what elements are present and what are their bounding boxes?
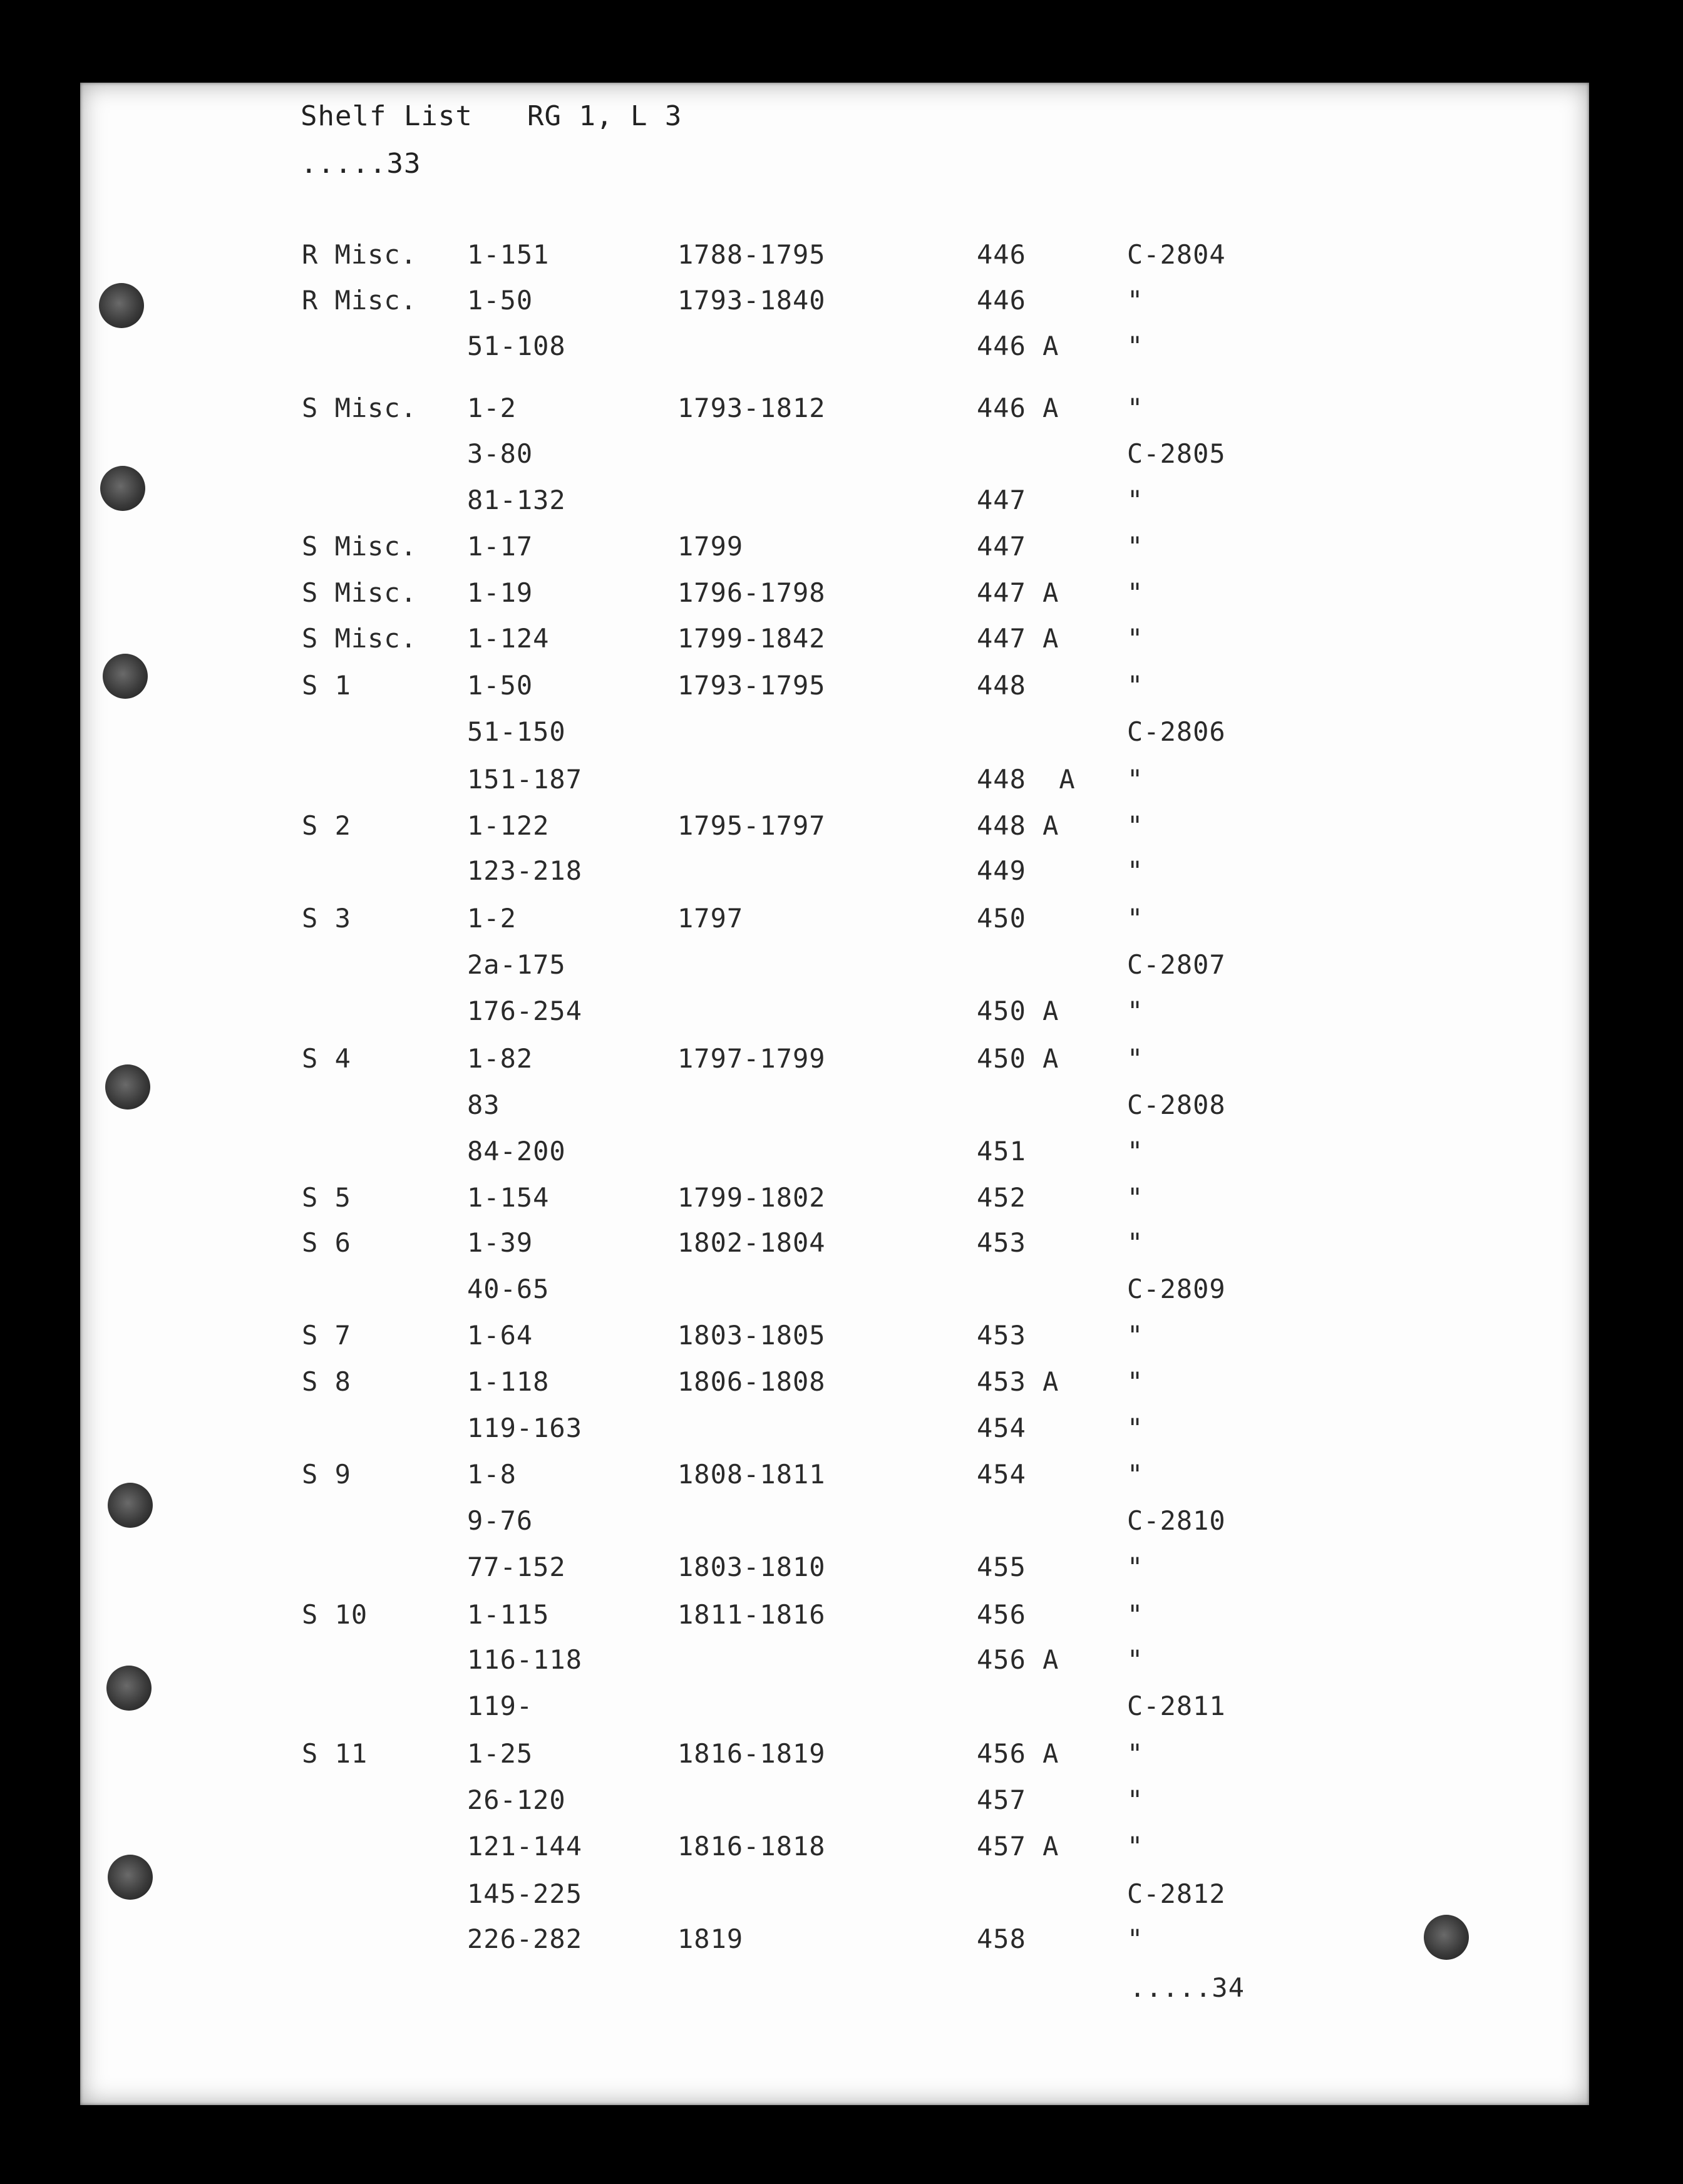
box-cell: 453 A	[977, 1366, 1059, 1397]
box-cell: 449	[977, 855, 1026, 886]
document-page	[80, 83, 1589, 2105]
box-cell: 456 A	[977, 1644, 1059, 1675]
punch-hole	[1424, 1915, 1469, 1960]
reel-cell: C-2808	[1127, 1089, 1226, 1120]
box-cell: 448 A	[977, 810, 1059, 841]
box-cell: 451	[977, 1136, 1026, 1167]
range-cell: 2a-175	[467, 949, 566, 980]
reel-cell: "	[1127, 1924, 1144, 1954]
dates-cell: 1816-1818	[677, 1831, 826, 1862]
box-cell: 454	[977, 1459, 1026, 1490]
range-cell: 1-25	[467, 1738, 533, 1769]
series-cell: S 9	[302, 1459, 351, 1490]
punch-hole	[100, 466, 145, 511]
dates-cell: 1793-1840	[677, 285, 826, 316]
reel-cell: "	[1127, 1227, 1144, 1258]
box-cell: 453	[977, 1320, 1026, 1351]
series-cell: R Misc.	[302, 239, 418, 270]
range-cell: 77-152	[467, 1552, 566, 1582]
reel-cell: C-2805	[1127, 438, 1226, 469]
box-cell: 447 A	[977, 623, 1059, 654]
reel-cell: C-2809	[1127, 1274, 1226, 1304]
series-cell: S 10	[302, 1599, 368, 1630]
box-cell: 455	[977, 1552, 1026, 1582]
dates-cell: 1799-1842	[677, 623, 826, 654]
dates-cell: 1806-1808	[677, 1366, 826, 1397]
range-cell: 26-120	[467, 1785, 566, 1815]
range-cell: 1-124	[467, 623, 550, 654]
dates-cell: 1803-1805	[677, 1320, 826, 1351]
series-cell: S 11	[302, 1738, 368, 1769]
dates-cell: 1797-1799	[677, 1043, 826, 1074]
reel-cell: "	[1127, 485, 1144, 515]
box-cell: 447	[977, 485, 1026, 515]
range-cell: 3-80	[467, 438, 533, 469]
reel-cell: "	[1127, 331, 1144, 361]
punch-hole	[99, 283, 144, 328]
box-cell: 457	[977, 1785, 1026, 1815]
reel-cell: "	[1127, 393, 1144, 423]
record-group-label: RG 1, L 3	[527, 100, 682, 132]
box-cell: 448	[977, 670, 1026, 701]
punch-hole	[108, 1483, 153, 1528]
punch-hole	[106, 1666, 152, 1711]
series-cell: S 7	[302, 1320, 351, 1351]
range-cell: 81-132	[467, 485, 566, 515]
reel-cell: "	[1127, 1320, 1144, 1351]
box-cell: 446	[977, 239, 1026, 270]
reel-cell: "	[1127, 1738, 1144, 1769]
reel-cell: "	[1127, 1644, 1144, 1675]
box-cell: 454	[977, 1413, 1026, 1443]
range-cell: 84-200	[467, 1136, 566, 1167]
reel-cell: "	[1127, 764, 1144, 795]
box-cell: 456	[977, 1599, 1026, 1630]
range-cell: 9-76	[467, 1505, 533, 1536]
dates-cell: 1819	[677, 1924, 744, 1954]
series-cell: S 6	[302, 1227, 351, 1258]
reel-cell: "	[1127, 1552, 1144, 1582]
range-cell: 1-122	[467, 810, 550, 841]
punch-hole	[105, 1064, 150, 1110]
box-cell: 450 A	[977, 1043, 1059, 1074]
reel-cell: "	[1127, 285, 1144, 316]
reel-cell: "	[1127, 1413, 1144, 1443]
reel-cell: "	[1127, 1043, 1144, 1074]
reel-cell: "	[1127, 577, 1144, 608]
box-cell: 446 A	[977, 393, 1059, 423]
reel-cell: "	[1127, 903, 1144, 934]
reel-cell: "	[1127, 855, 1144, 886]
box-cell: 450 A	[977, 996, 1059, 1026]
reel-cell: C-2811	[1127, 1691, 1226, 1721]
reel-cell: C-2806	[1127, 716, 1226, 747]
reel-cell: "	[1127, 1459, 1144, 1490]
reel-cell: "	[1127, 1366, 1144, 1397]
dates-cell: 1797	[677, 903, 744, 934]
dates-cell: 1793-1795	[677, 670, 826, 701]
reel-cell: "	[1127, 1599, 1144, 1630]
range-cell: 151-187	[467, 764, 583, 795]
series-cell: S Misc.	[302, 577, 418, 608]
range-cell: 1-2	[467, 393, 517, 423]
range-cell: 1-82	[467, 1043, 533, 1074]
dates-cell: 1795-1797	[677, 810, 826, 841]
range-cell: 1-50	[467, 670, 533, 701]
punch-hole	[108, 1855, 153, 1900]
dates-cell: 1793-1812	[677, 393, 826, 423]
box-cell: 450	[977, 903, 1026, 934]
dates-cell: 1802-1804	[677, 1227, 826, 1258]
dates-cell: 1808-1811	[677, 1459, 826, 1490]
dates-cell: 1799-1802	[677, 1182, 826, 1213]
series-cell: S Misc.	[302, 393, 418, 423]
range-cell: 1-151	[467, 239, 550, 270]
box-cell: 456 A	[977, 1738, 1059, 1769]
range-cell: 1-115	[467, 1599, 550, 1630]
reel-cell: "	[1127, 1831, 1144, 1862]
range-cell: 51-108	[467, 331, 566, 361]
range-cell: 1-154	[467, 1182, 550, 1213]
reel-cell: C-2812	[1127, 1878, 1226, 1909]
series-cell: R Misc.	[302, 285, 418, 316]
range-cell: 1-19	[467, 577, 533, 608]
reel-cell: C-2810	[1127, 1505, 1226, 1536]
range-cell: 51-150	[467, 716, 566, 747]
reel-cell: "	[1127, 1785, 1144, 1815]
dates-cell: 1799	[677, 531, 744, 562]
dates-cell: 1788-1795	[677, 239, 826, 270]
punch-hole	[103, 654, 148, 699]
box-cell: 447 A	[977, 577, 1059, 608]
dates-cell: 1796-1798	[677, 577, 826, 608]
series-cell: S 4	[302, 1043, 351, 1074]
reel-cell: "	[1127, 1182, 1144, 1213]
dates-cell: 1816-1819	[677, 1738, 826, 1769]
range-cell: 123-218	[467, 855, 583, 886]
range-cell: 83	[467, 1089, 500, 1120]
reel-cell: "	[1127, 810, 1144, 841]
series-cell: S 3	[302, 903, 351, 934]
box-cell: 448 A	[977, 764, 1076, 795]
reel-cell: C-2804	[1127, 239, 1226, 270]
series-cell: S 8	[302, 1366, 351, 1397]
dates-cell: 1803-1810	[677, 1552, 826, 1582]
box-cell: 452	[977, 1182, 1026, 1213]
reel-cell: "	[1127, 996, 1144, 1026]
range-cell: 40-65	[467, 1274, 550, 1304]
range-cell: 1-39	[467, 1227, 533, 1258]
range-cell: 116-118	[467, 1644, 583, 1675]
series-cell: S 1	[302, 670, 351, 701]
series-cell: S 2	[302, 810, 351, 841]
reel-cell: "	[1127, 670, 1144, 701]
range-cell: 1-64	[467, 1320, 533, 1351]
range-cell: 121-144	[467, 1831, 583, 1862]
box-cell: 446	[977, 285, 1026, 316]
range-cell: 1-118	[467, 1366, 550, 1397]
reel-cell: "	[1127, 1136, 1144, 1167]
range-cell: 119-	[467, 1691, 533, 1721]
range-cell: 176-254	[467, 996, 583, 1026]
reel-cell: "	[1127, 623, 1144, 654]
dates-cell: 1811-1816	[677, 1599, 826, 1630]
range-cell: 1-17	[467, 531, 533, 562]
range-cell: 1-8	[467, 1459, 517, 1490]
box-cell: 447	[977, 531, 1026, 562]
range-cell: 1-50	[467, 285, 533, 316]
page-reference: .....33	[301, 148, 421, 180]
next-page-reference: .....34	[1130, 1972, 1245, 2003]
range-cell: 1-2	[467, 903, 517, 934]
reel-cell: C-2807	[1127, 949, 1226, 980]
box-cell: 457 A	[977, 1831, 1059, 1862]
reel-cell: "	[1127, 531, 1144, 562]
range-cell: 145-225	[467, 1878, 583, 1909]
series-cell: S 5	[302, 1182, 351, 1213]
range-cell: 119-163	[467, 1413, 583, 1443]
shelf-list-title: Shelf List	[301, 100, 473, 132]
range-cell: 226-282	[467, 1924, 583, 1954]
series-cell: S Misc.	[302, 623, 418, 654]
box-cell: 458	[977, 1924, 1026, 1954]
box-cell: 453	[977, 1227, 1026, 1258]
box-cell: 446 A	[977, 331, 1059, 361]
series-cell: S Misc.	[302, 531, 418, 562]
